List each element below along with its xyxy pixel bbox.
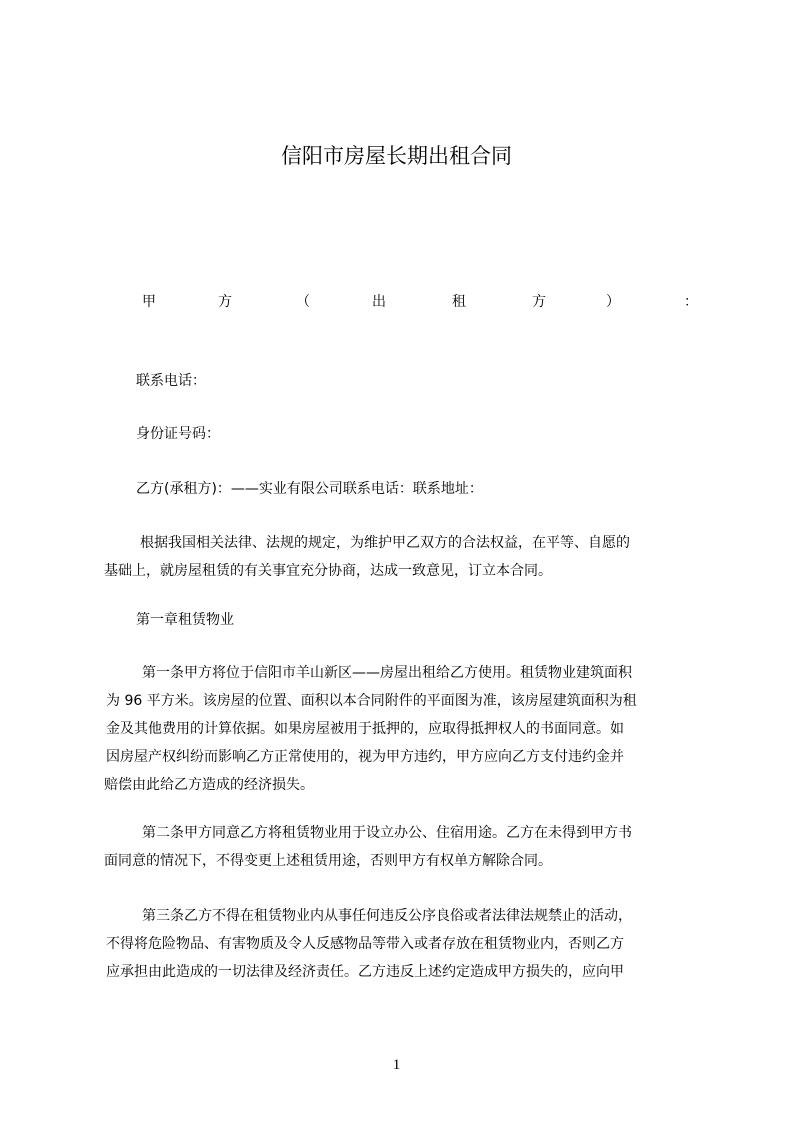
chapter-heading: 第一章租赁物业: [136, 612, 234, 628]
contact-phone-label: 联系电话：: [136, 373, 206, 389]
article-1-line: 赔偿由此给乙方造成的经济损失。: [104, 777, 314, 793]
article-1-line: 因房屋产权纠纷而影响乙方正常使用的，视为甲方违约，甲方应向乙方支付违约金并: [106, 749, 624, 765]
article-2-line: 第二条甲方同意乙方将租赁物业用于设立办公、住宿用途。乙方在未得到甲方书: [142, 825, 632, 841]
article-1-line: 为 96 平方米。该房屋的位置、面积以本合同附件的平面图为准，该房屋建筑面积为租: [106, 693, 637, 709]
article-1-paragraph: [104, 659, 637, 799]
article-1-line: 第一条甲方将位于信阳市羊山新区——房屋出租给乙方使用。租赁物业建筑面积: [142, 665, 632, 681]
preamble-line: 根据我国相关法律、法规的规定，为维护甲乙双方的合法权益，在平等、自愿的: [140, 535, 630, 551]
document-title: 信阳市房屋长期出租合同: [281, 144, 512, 168]
article-2-line: 面同意的情况下，不得变更上述租赁用途，否则甲方有权单方解除合同。: [104, 853, 552, 869]
party-a-char: ）: [606, 294, 620, 310]
article-3-line: 不得将危险物品、有害物质及令人反感物品等带入或者存放在租赁物业内，否则乙方: [106, 936, 624, 952]
page-number: 1: [392, 1057, 401, 1073]
party-a-char: 方: [532, 294, 546, 310]
party-a-char: 方: [218, 294, 232, 310]
party-a-char: ：: [684, 294, 698, 310]
preamble-line: 基础上，就房屋租赁的有关事宜充分协商，达成一致意见，订立本合同。: [104, 563, 552, 579]
party-a-line: [0, 292, 793, 312]
article-2-paragraph: [104, 819, 632, 875]
party-a-char: 甲: [142, 294, 156, 310]
article-1-line: 金及其他费用的计算依据。如果房屋被用于抵押的，应取得抵押权人的书面同意。如: [106, 721, 624, 737]
article-3-line: 第三条乙方不得在租赁物业内从事任何违反公序良俗或者法律法规禁止的活动，: [142, 908, 632, 924]
id-number-label: 身份证号码：: [136, 426, 220, 442]
article-3-paragraph: [104, 902, 632, 986]
article-3-line: 应承担由此造成的一切法律及经济责任。乙方违反上述约定造成甲方损失的，应向甲: [106, 964, 624, 980]
party-b-line: 乙方(承租方)：——实业有限公司联系电话：联系地址：: [136, 481, 483, 497]
party-a-char: 租: [452, 294, 466, 310]
party-a-char: （: [296, 294, 310, 310]
party-a-char: 出: [372, 294, 386, 310]
preamble-paragraph: [104, 529, 630, 585]
